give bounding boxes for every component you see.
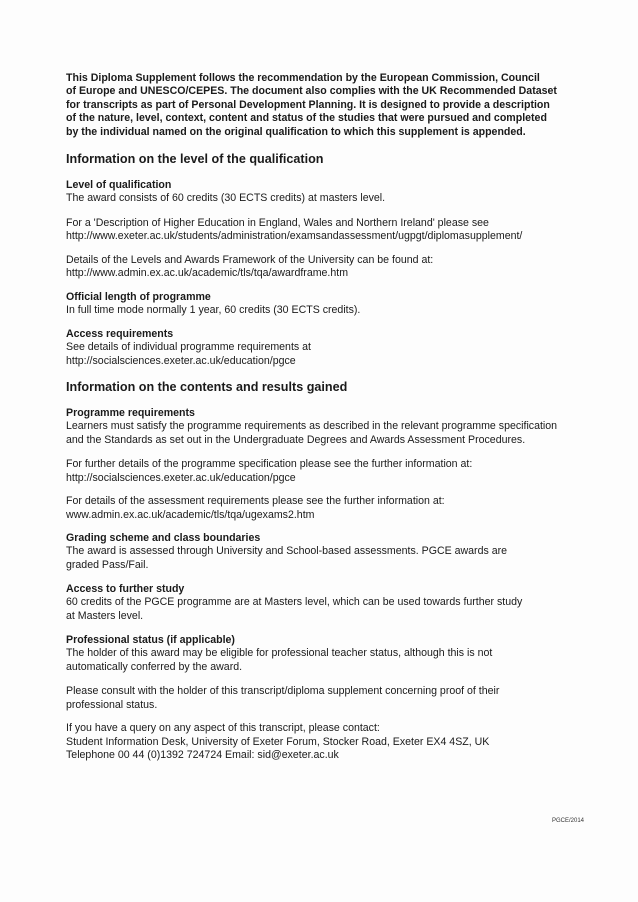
official-length <box>66 291 594 318</box>
section-heading-level: Information on the level of the qualification <box>66 152 324 167</box>
paragraph-line: The holder of this award may be eligible for professional teacher status, although this is not <box>66 647 493 660</box>
access-further-study <box>66 583 594 623</box>
access-requirements <box>66 328 594 368</box>
intro-line: This Diploma Supplement follows the recommendation by the European Commission, Council <box>66 72 540 84</box>
paragraph-line: Learners must satisfy the programme requirements as described in the relevant programme specification <box>66 420 558 433</box>
paragraph-line: professional status. <box>66 698 158 711</box>
paragraph <box>66 341 594 368</box>
paragraph-line: The award is assessed through University and School-based assessments. PGCE awards are <box>66 545 508 558</box>
paragraph-line: See details of individual programme requirements at <box>66 341 311 354</box>
paragraph-line: Telephone 00 44 (0)1392 724724 Email: sid@exeter.ac.uk <box>66 749 339 762</box>
sub-heading: Programme requirements <box>66 407 195 420</box>
description-paragraph <box>66 217 594 244</box>
paragraph-line: Details of the Levels and Awards Framework of the University can be found at: <box>66 253 434 266</box>
section-heading-contents: Information on the contents and results gained <box>66 380 348 395</box>
paragraph: The award consists of 60 credits (30 ECTS credits) at masters level. <box>66 192 386 205</box>
paragraph-line: For further details of the programme specification please see the further information at: <box>66 458 473 471</box>
link-text: http://socialsciences.exeter.ac.uk/education/pgce <box>66 354 296 367</box>
paragraph-line: 60 credits of the PGCE programme are at Masters level, which can be used towards further study <box>66 596 523 609</box>
paragraph-line: Please consult with the holder of this transcript/diploma supplement concerning proof of their <box>66 685 500 698</box>
paragraph-line: For a 'Description of Higher Education in England, Wales and Northern Ireland' please see <box>66 216 489 229</box>
level-of-qualification <box>66 179 594 206</box>
consult-paragraph <box>66 685 594 712</box>
intro-line: of the nature, level, context, content and status of the studies that were pursued and completed <box>66 112 547 125</box>
paragraph <box>66 596 594 623</box>
paragraph-line: Student Information Desk, University of Exeter Forum, Stocker Road, Exeter EX4 4SZ, UK <box>66 735 490 748</box>
sub-heading: Access to further study <box>66 583 185 596</box>
assessment-paragraph <box>66 495 594 522</box>
paragraph: In full time mode normally 1 year, 60 credits (30 ECTS credits). <box>66 303 361 316</box>
sub-heading: Level of qualification <box>66 179 172 192</box>
paragraph-line: at Masters level. <box>66 609 144 622</box>
spec-paragraph <box>66 458 594 485</box>
grading-scheme <box>66 532 594 572</box>
intro-line: of Europe and UNESCO/CEPES. The document also complies with the UK Recommended Dataset <box>66 85 557 98</box>
paragraph-line: and the Standards as set out in the Undergraduate Degrees and Awards Assessment Procedures. <box>66 433 526 446</box>
link-text: www.admin.ex.ac.uk/academic/tls/tqa/ugexams2.htm <box>66 508 315 521</box>
paragraph-line: For details of the assessment requirements please see the further information at: <box>66 495 445 508</box>
intro-line: by the individual named on the original qualification to which this supplement is appended. <box>66 125 526 138</box>
framework-paragraph <box>66 254 594 281</box>
programme-requirements <box>66 407 594 447</box>
paragraph-line: automatically conferred by the award. <box>66 660 243 673</box>
sub-heading: Grading scheme and class boundaries <box>66 532 261 545</box>
link-text: http://www.exeter.ac.uk/students/administration/examsandassessment/ugpgt/diplomasupplement/ <box>66 230 523 243</box>
document-content <box>66 72 594 773</box>
sub-heading: Professional status (if applicable) <box>66 634 235 647</box>
paragraph-line: If you have a query on any aspect of this transcript, please contact: <box>66 722 380 735</box>
link-text: http://socialsciences.exeter.ac.uk/education/pgce <box>66 471 296 484</box>
professional-status <box>66 634 594 674</box>
contact-paragraph <box>66 722 594 763</box>
intro-paragraph <box>66 72 594 139</box>
footer-code: PGCE/2014 <box>551 818 584 824</box>
paragraph <box>66 545 594 572</box>
paragraph <box>66 647 594 674</box>
sub-heading: Access requirements <box>66 328 174 341</box>
paragraph <box>66 420 594 447</box>
link-text: http://www.admin.ex.ac.uk/academic/tls/tqa/awardframe.htm <box>66 267 349 280</box>
intro-line: for transcripts as part of Personal Development Planning. It is designed to provide a description <box>66 98 550 111</box>
sub-heading: Official length of programme <box>66 290 211 303</box>
paragraph-line: graded Pass/Fail. <box>66 558 149 571</box>
